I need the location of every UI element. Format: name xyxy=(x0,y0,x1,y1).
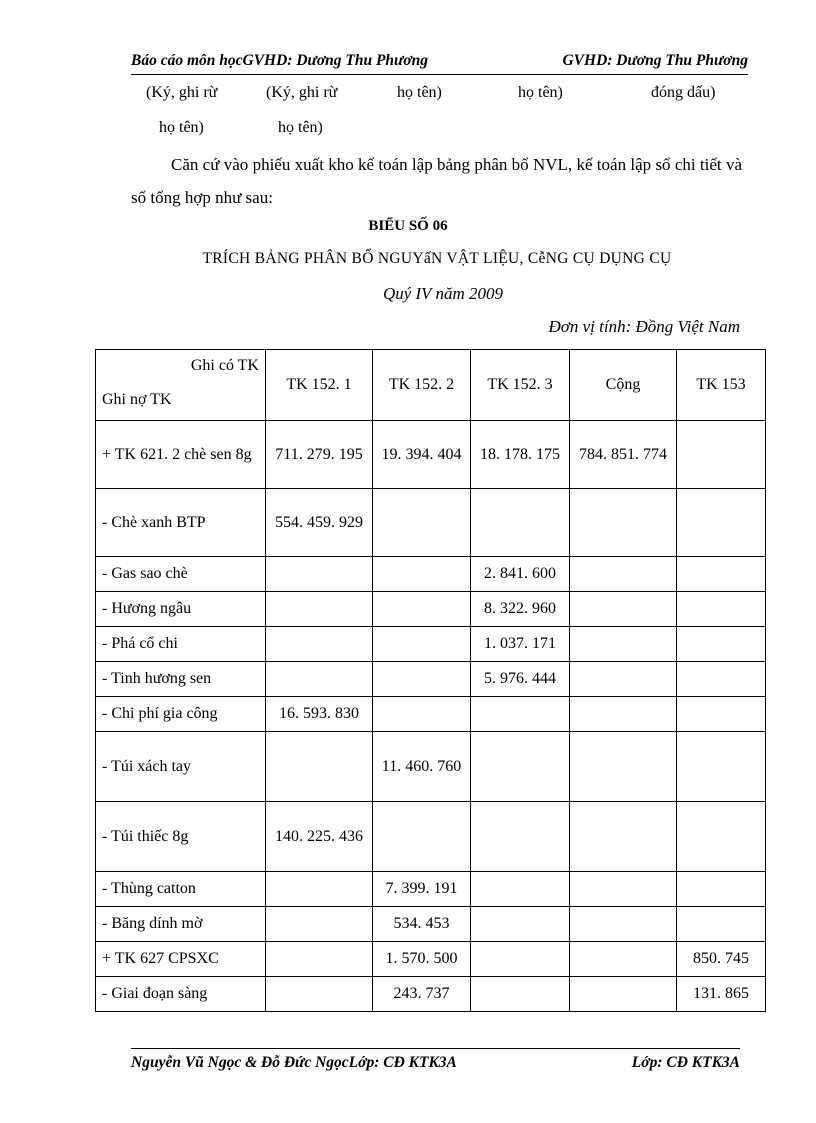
value-cell: 19. 394. 404 xyxy=(373,421,471,489)
value-cell xyxy=(471,732,570,802)
row-label: - Túi xách tay xyxy=(96,732,266,802)
signature-label: họ tên) xyxy=(518,84,563,101)
value-cell xyxy=(570,872,677,907)
value-cell xyxy=(266,557,373,592)
row-label: - Gas sao chè xyxy=(96,557,266,592)
table-row xyxy=(96,802,766,872)
row-label: - Chè xanh BTP xyxy=(96,489,266,557)
value-cell xyxy=(266,907,373,942)
corner-header-cell xyxy=(96,350,266,421)
table-row xyxy=(96,489,766,557)
signature-label: (Ký, ghi rừ xyxy=(266,84,338,101)
row-label: - Băng dính mờ xyxy=(96,907,266,942)
row-label: + TK 621. 2 chè sen 8g xyxy=(96,421,266,489)
value-cell xyxy=(266,942,373,977)
row-label: - Tinh hương sen xyxy=(96,662,266,697)
row-label: - Chi phí gia công xyxy=(96,697,266,732)
value-cell: 554. 459. 929 xyxy=(266,489,373,557)
table-row xyxy=(96,942,766,977)
value-cell: 1. 570. 500 xyxy=(373,942,471,977)
value-cell xyxy=(471,907,570,942)
value-cell xyxy=(677,802,766,872)
table-row xyxy=(96,557,766,592)
value-cell xyxy=(373,662,471,697)
currency-unit: Đơn vị tính: Đồng Việt Nam xyxy=(548,317,740,336)
footer-left-text: Nguyễn Vũ Ngọc & Đỗ Đức NgọcLớp: CĐ KTK3A xyxy=(131,1054,457,1071)
value-cell xyxy=(471,977,570,1012)
value-cell: 11. 460. 760 xyxy=(373,732,471,802)
value-cell xyxy=(677,732,766,802)
value-cell xyxy=(471,942,570,977)
value-cell xyxy=(570,557,677,592)
report-period: Quý IV năm 2009 xyxy=(382,284,504,303)
value-cell xyxy=(266,627,373,662)
column-header: TK 153 xyxy=(677,350,766,421)
value-cell xyxy=(677,872,766,907)
value-cell xyxy=(471,802,570,872)
value-cell xyxy=(677,662,766,697)
value-cell xyxy=(471,697,570,732)
value-cell xyxy=(677,697,766,732)
footer-right-text: Lớp: CĐ KTK3A xyxy=(631,1054,740,1071)
page-footer xyxy=(131,1048,740,1076)
value-cell xyxy=(570,802,677,872)
value-cell xyxy=(373,592,471,627)
value-cell xyxy=(373,557,471,592)
value-cell xyxy=(266,662,373,697)
value-cell: 16. 593. 830 xyxy=(266,697,373,732)
value-cell xyxy=(373,802,471,872)
table-row xyxy=(96,977,766,1012)
value-cell xyxy=(471,872,570,907)
table-row xyxy=(96,662,766,697)
value-cell xyxy=(570,907,677,942)
table-row xyxy=(96,627,766,662)
value-cell: 243. 737 xyxy=(373,977,471,1012)
row-label: - Giai đoạn sàng xyxy=(96,977,266,1012)
value-cell xyxy=(570,489,677,557)
value-cell: 8. 322. 960 xyxy=(471,592,570,627)
value-cell xyxy=(373,697,471,732)
value-cell xyxy=(677,489,766,557)
value-cell xyxy=(266,977,373,1012)
column-header: TK 152. 1 xyxy=(266,350,373,421)
value-cell xyxy=(266,732,373,802)
allocation-table xyxy=(95,349,766,1012)
value-cell: 1. 037. 171 xyxy=(471,627,570,662)
value-cell: 534. 453 xyxy=(373,907,471,942)
value-cell xyxy=(570,977,677,1012)
intro-text: Căn cứ vào phiếu xuất kho kế toán lập bảng phân bổ NVL, kế toán lập sổ chi tiết và sổ tổng hợp như sau: xyxy=(131,155,742,207)
signature-label: (Ký, ghi rừ xyxy=(146,84,218,101)
value-cell: 140. 225. 436 xyxy=(266,802,373,872)
header-left-text: Báo cáo môn họcGVHD: Dương Thu Phương xyxy=(131,52,429,69)
row-label: - Phá cổ chi xyxy=(96,627,266,662)
table-row xyxy=(96,732,766,802)
value-cell xyxy=(677,557,766,592)
column-header: TK 152. 2 xyxy=(373,350,471,421)
report-number: BIỂU SỐ 06 xyxy=(368,218,448,234)
table-row xyxy=(96,421,766,489)
value-cell: 5. 976. 444 xyxy=(471,662,570,697)
value-cell: 711. 279. 195 xyxy=(266,421,373,489)
column-header: TK 152. 3 xyxy=(471,350,570,421)
table-row xyxy=(96,592,766,627)
signature-label: đóng dấu) xyxy=(651,84,716,101)
value-cell: 18. 178. 175 xyxy=(471,421,570,489)
page-header xyxy=(131,52,748,75)
value-cell xyxy=(570,662,677,697)
value-cell xyxy=(373,489,471,557)
value-cell: 7. 399. 191 xyxy=(373,872,471,907)
signature-label: họ tên) xyxy=(278,119,323,136)
value-cell xyxy=(677,421,766,489)
corner-debit-label: Ghi nợ TK xyxy=(102,391,172,408)
value-cell xyxy=(677,627,766,662)
value-cell xyxy=(471,489,570,557)
value-cell: 2. 841. 600 xyxy=(471,557,570,592)
row-label: - Hương ngâu xyxy=(96,592,266,627)
value-cell xyxy=(570,732,677,802)
column-header: Cộng xyxy=(570,350,677,421)
value-cell xyxy=(677,592,766,627)
table-row xyxy=(96,697,766,732)
value-cell xyxy=(373,627,471,662)
row-label: + TK 627 CPSXC xyxy=(96,942,266,977)
value-cell xyxy=(570,592,677,627)
row-label: - Túi thiếc 8g xyxy=(96,802,266,872)
row-label: - Thùng catton xyxy=(96,872,266,907)
intro-paragraph xyxy=(131,148,742,214)
value-cell xyxy=(266,872,373,907)
value-cell xyxy=(266,592,373,627)
signature-label: họ tên) xyxy=(397,84,442,101)
value-cell: 850. 745 xyxy=(677,942,766,977)
header-right-text: GVHD: Dương Thu Phương xyxy=(562,52,748,69)
table-header-row xyxy=(96,350,766,421)
value-cell: 131. 865 xyxy=(677,977,766,1012)
value-cell xyxy=(570,697,677,732)
value-cell: 784. 851. 774 xyxy=(570,421,677,489)
value-cell xyxy=(677,907,766,942)
value-cell xyxy=(570,627,677,662)
table-row xyxy=(96,907,766,942)
report-title: TRÍCH BẢNG PHÂN BỔ NGUYấN VẬT LIỆU, CễNG CỤ DỤNG CỤ xyxy=(202,250,672,267)
table-row xyxy=(96,872,766,907)
signature-label: họ tên) xyxy=(159,119,204,136)
value-cell xyxy=(570,942,677,977)
corner-credit-label: Ghi có TK xyxy=(190,357,259,374)
